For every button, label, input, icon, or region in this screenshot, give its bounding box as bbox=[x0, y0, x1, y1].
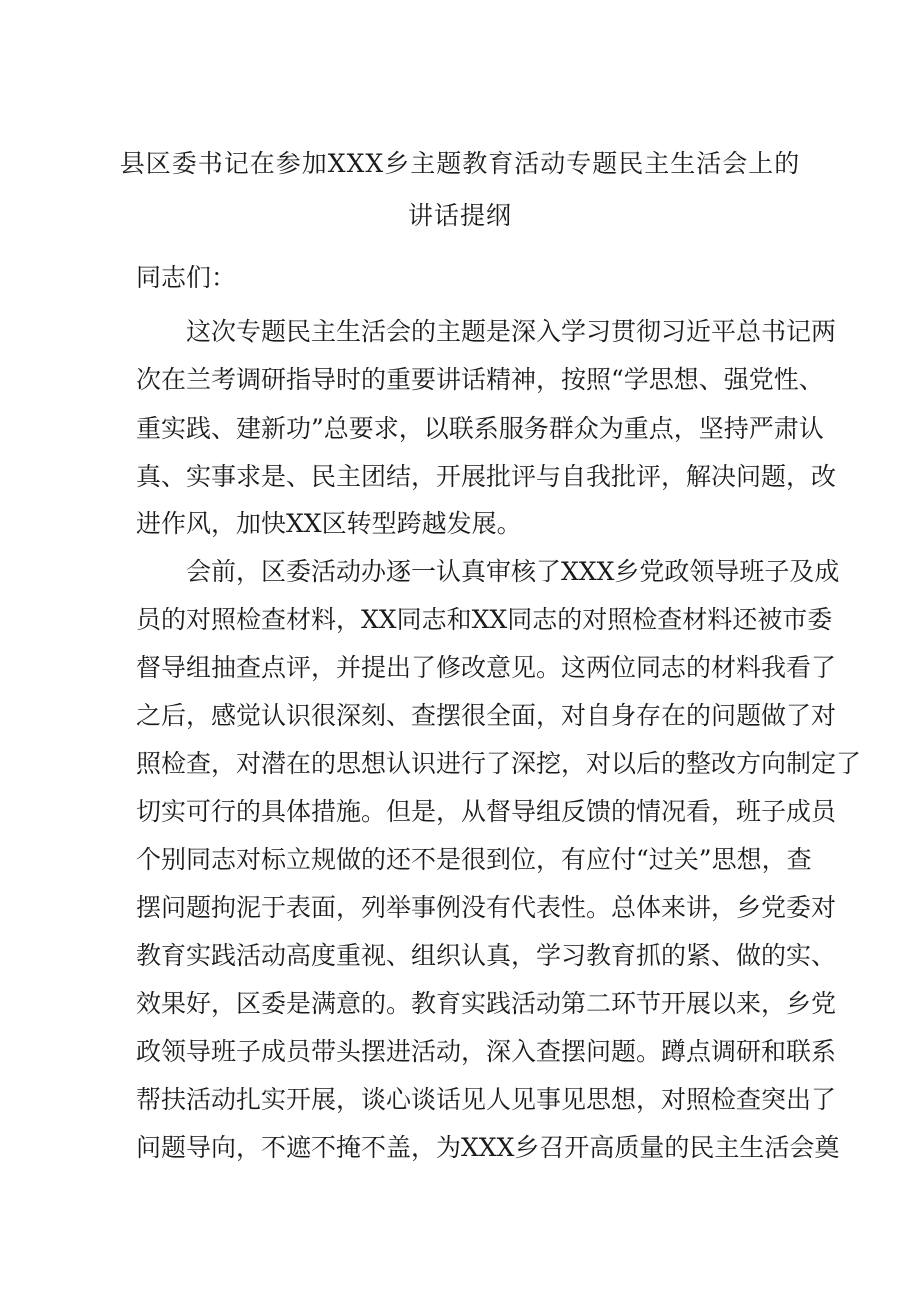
paragraph-2-line-6: 切实可行的具体措施。但是，从督导组反馈的情况看，班子成员 bbox=[136, 797, 837, 826]
paragraph-2-line-2: 员的对照检查材料，XX同志和XX同志的对照检查材料还被市委 bbox=[136, 605, 833, 634]
paragraph-2-line-12: 帮扶活动扎实开展，谈心谈话见人见事见思想，对照检查突出了 bbox=[136, 1085, 837, 1114]
paragraph-1-line-4: 真、实事求是、民主团结，开展批评与自我批评，解决问题，改 bbox=[136, 462, 837, 491]
paragraph-2-line-8: 摆问题拘泥于表面，列举事例没有代表性。总体来讲，乡党委对 bbox=[136, 893, 837, 922]
paragraph-2-line-13: 问题导向，不遮不掩不盖，为XXX乡召开高质量的民主生活会奠 bbox=[136, 1133, 840, 1162]
paragraph-1-line-2: 次在兰考调研指导时的重要讲话精神，按照“学思想、强党性、 bbox=[136, 365, 824, 394]
paragraph-2-line-4: 之后，感觉认识很深刻、查摆很全面，对自身存在的问题做了对 bbox=[136, 701, 837, 730]
paragraph-2-line-3: 督导组抽查点评，并提出了修改意见。这两位同志的材料我看了 bbox=[136, 653, 837, 682]
paragraph-1-line-5: 进作风，加快XX区转型跨越发展。 bbox=[136, 509, 522, 538]
paragraph-2-line-11: 政领导班子成员带头摆进活动，深入查摆问题。蹲点调研和联系 bbox=[136, 1037, 837, 1066]
salutation: 同志们： bbox=[136, 263, 237, 292]
paragraph-1-line-3: 重实践、建新功”总要求，以联系服务群众为重点，坚持严肃认 bbox=[136, 414, 824, 443]
document-title-line-1: 县区委书记在参加XXX乡主题教育活动专题民主生活会上的 bbox=[119, 149, 801, 178]
paragraph-1-line-1: 这次专题民主生活会的主题是深入学习贯彻习近平总书记两 bbox=[186, 317, 837, 346]
paragraph-2-line-7: 个别同志对标立规做的还不是很到位，有应付“过关”思想，查 bbox=[136, 845, 812, 874]
paragraph-2-line-5: 照检查，对潜在的思想认识进行了深挖，对以后的整改方向制定了 bbox=[136, 749, 862, 778]
paragraph-2-line-9: 教育实践活动高度重视、组织认真，学习教育抓的紧、做的实、 bbox=[136, 941, 837, 970]
paragraph-2-line-10: 效果好，区委是满意的。教育实践活动第二环节开展以来，乡党 bbox=[136, 989, 837, 1018]
document-title-line-2: 讲话提纲 bbox=[407, 201, 512, 230]
paragraph-2-line-1: 会前，区委活动办逐一认真审核了XXX乡党政领导班子及成 bbox=[186, 557, 840, 586]
